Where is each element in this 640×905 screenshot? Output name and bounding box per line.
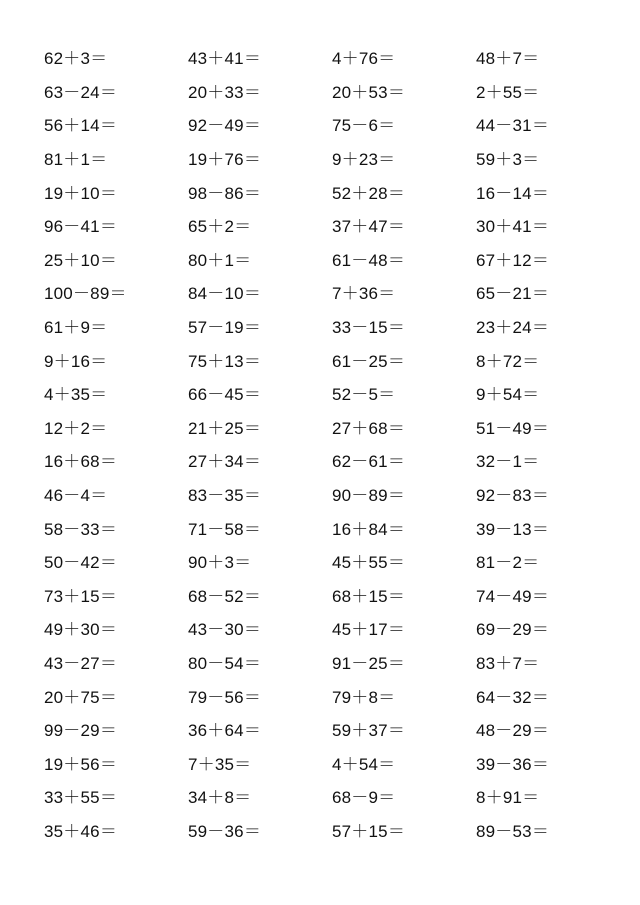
arithmetic-problem: 68－52＝ <box>188 586 262 606</box>
arithmetic-problem: 89－53＝ <box>476 821 550 841</box>
arithmetic-problem: 96－41＝ <box>44 217 118 237</box>
problem-row <box>44 40 620 74</box>
arithmetic-problem: 4＋35＝ <box>44 385 108 405</box>
arithmetic-problem: 43－27＝ <box>44 653 118 673</box>
arithmetic-problem: 69－29＝ <box>476 620 550 640</box>
arithmetic-problem: 67＋12＝ <box>476 250 550 270</box>
arithmetic-problem: 48－29＝ <box>476 721 550 741</box>
arithmetic-problem: 62－61＝ <box>332 452 406 472</box>
arithmetic-problem: 20＋33＝ <box>188 82 262 102</box>
arithmetic-problem: 30＋41＝ <box>476 217 550 237</box>
arithmetic-problem: 7＋36＝ <box>332 284 396 304</box>
arithmetic-problem: 2＋55＝ <box>476 82 540 102</box>
arithmetic-problem: 20＋75＝ <box>44 687 118 707</box>
problem-grid <box>44 40 620 846</box>
arithmetic-problem: 16＋84＝ <box>332 519 406 539</box>
arithmetic-problem: 8＋91＝ <box>476 788 540 808</box>
problem-row <box>44 510 620 544</box>
problem-row <box>44 342 620 376</box>
arithmetic-problem: 92－49＝ <box>188 116 262 136</box>
arithmetic-problem: 84－10＝ <box>188 284 262 304</box>
arithmetic-problem: 16－14＝ <box>476 183 550 203</box>
arithmetic-problem: 59＋37＝ <box>332 721 406 741</box>
arithmetic-problem: 83＋7＝ <box>476 653 540 673</box>
arithmetic-problem: 25＋10＝ <box>44 250 118 270</box>
problem-row <box>44 141 620 175</box>
problem-row <box>44 712 620 746</box>
arithmetic-problem: 57－19＝ <box>188 318 262 338</box>
arithmetic-problem: 48＋7＝ <box>476 49 540 69</box>
arithmetic-problem: 81－2＝ <box>476 553 540 573</box>
arithmetic-problem: 9＋16＝ <box>44 351 108 371</box>
problem-row <box>44 208 620 242</box>
arithmetic-problem: 81＋1＝ <box>44 150 108 170</box>
arithmetic-problem: 100－89＝ <box>44 284 127 304</box>
arithmetic-problem: 56＋14＝ <box>44 116 118 136</box>
arithmetic-problem: 65－21＝ <box>476 284 550 304</box>
arithmetic-problem: 9＋54＝ <box>476 385 540 405</box>
arithmetic-problem: 61－48＝ <box>332 250 406 270</box>
arithmetic-problem: 12＋2＝ <box>44 418 108 438</box>
arithmetic-problem: 73＋15＝ <box>44 586 118 606</box>
problem-row <box>44 678 620 712</box>
problem-row <box>44 544 620 578</box>
arithmetic-problem: 59－36＝ <box>188 821 262 841</box>
arithmetic-problem: 51－49＝ <box>476 418 550 438</box>
problem-row <box>44 242 620 276</box>
arithmetic-problem: 45＋17＝ <box>332 620 406 640</box>
problem-row <box>44 443 620 477</box>
problem-row <box>44 275 620 309</box>
arithmetic-problem: 52－5＝ <box>332 385 396 405</box>
arithmetic-problem: 63－24＝ <box>44 82 118 102</box>
arithmetic-problem: 98－86＝ <box>188 183 262 203</box>
problem-row <box>44 813 620 847</box>
arithmetic-problem: 45＋55＝ <box>332 553 406 573</box>
arithmetic-problem: 66－45＝ <box>188 385 262 405</box>
arithmetic-problem: 91－25＝ <box>332 653 406 673</box>
arithmetic-problem: 7＋35＝ <box>188 754 252 774</box>
arithmetic-problem: 90－89＝ <box>332 486 406 506</box>
arithmetic-problem: 20＋53＝ <box>332 82 406 102</box>
arithmetic-problem: 32－1＝ <box>476 452 540 472</box>
arithmetic-problem: 46－4＝ <box>44 486 108 506</box>
arithmetic-problem: 35＋46＝ <box>44 821 118 841</box>
problem-row <box>44 779 620 813</box>
problem-row <box>44 477 620 511</box>
arithmetic-problem: 74－49＝ <box>476 586 550 606</box>
arithmetic-problem: 61－25＝ <box>332 351 406 371</box>
arithmetic-problem: 79－56＝ <box>188 687 262 707</box>
arithmetic-problem: 19＋76＝ <box>188 150 262 170</box>
arithmetic-problem: 71－58＝ <box>188 519 262 539</box>
arithmetic-problem: 33＋55＝ <box>44 788 118 808</box>
problem-row <box>44 578 620 612</box>
problem-row <box>44 410 620 444</box>
arithmetic-problem: 33－15＝ <box>332 318 406 338</box>
arithmetic-problem: 43＋41＝ <box>188 49 262 69</box>
arithmetic-problem: 61＋9＝ <box>44 318 108 338</box>
arithmetic-problem: 59＋3＝ <box>476 150 540 170</box>
problem-row <box>44 107 620 141</box>
problem-row <box>44 611 620 645</box>
arithmetic-problem: 57＋15＝ <box>332 821 406 841</box>
problem-row <box>44 745 620 779</box>
problem-row <box>44 309 620 343</box>
arithmetic-problem: 80＋1＝ <box>188 250 252 270</box>
arithmetic-problem: 34＋8＝ <box>188 788 252 808</box>
arithmetic-problem: 92－83＝ <box>476 486 550 506</box>
arithmetic-problem: 90＋3＝ <box>188 553 252 573</box>
arithmetic-problem: 39－13＝ <box>476 519 550 539</box>
arithmetic-problem: 68＋15＝ <box>332 586 406 606</box>
arithmetic-problem: 64－32＝ <box>476 687 550 707</box>
arithmetic-problem: 44－31＝ <box>476 116 550 136</box>
arithmetic-problem: 58－33＝ <box>44 519 118 539</box>
arithmetic-problem: 23＋24＝ <box>476 318 550 338</box>
arithmetic-problem: 19＋56＝ <box>44 754 118 774</box>
arithmetic-problem: 50－42＝ <box>44 553 118 573</box>
arithmetic-problem: 27＋68＝ <box>332 418 406 438</box>
arithmetic-problem: 37＋47＝ <box>332 217 406 237</box>
arithmetic-problem: 21＋25＝ <box>188 418 262 438</box>
problem-row <box>44 376 620 410</box>
arithmetic-problem: 83－35＝ <box>188 486 262 506</box>
arithmetic-problem: 79＋8＝ <box>332 687 396 707</box>
arithmetic-problem: 99－29＝ <box>44 721 118 741</box>
arithmetic-problem: 75＋13＝ <box>188 351 262 371</box>
arithmetic-problem: 39－36＝ <box>476 754 550 774</box>
arithmetic-problem: 4＋54＝ <box>332 754 396 774</box>
arithmetic-problem: 19＋10＝ <box>44 183 118 203</box>
arithmetic-problem: 62＋3＝ <box>44 49 108 69</box>
arithmetic-problem: 43－30＝ <box>188 620 262 640</box>
arithmetic-problem: 68－9＝ <box>332 788 396 808</box>
problem-row <box>44 74 620 108</box>
arithmetic-problem: 4＋76＝ <box>332 49 396 69</box>
arithmetic-problem: 36＋64＝ <box>188 721 262 741</box>
problem-row <box>44 645 620 679</box>
arithmetic-problem: 80－54＝ <box>188 653 262 673</box>
arithmetic-problem: 65＋2＝ <box>188 217 252 237</box>
problem-row <box>44 174 620 208</box>
arithmetic-problem: 75－6＝ <box>332 116 396 136</box>
arithmetic-problem: 16＋68＝ <box>44 452 118 472</box>
arithmetic-problem: 49＋30＝ <box>44 620 118 640</box>
arithmetic-problem: 8＋72＝ <box>476 351 540 371</box>
arithmetic-problem: 27＋34＝ <box>188 452 262 472</box>
arithmetic-problem: 52＋28＝ <box>332 183 406 203</box>
arithmetic-problem: 9＋23＝ <box>332 150 396 170</box>
